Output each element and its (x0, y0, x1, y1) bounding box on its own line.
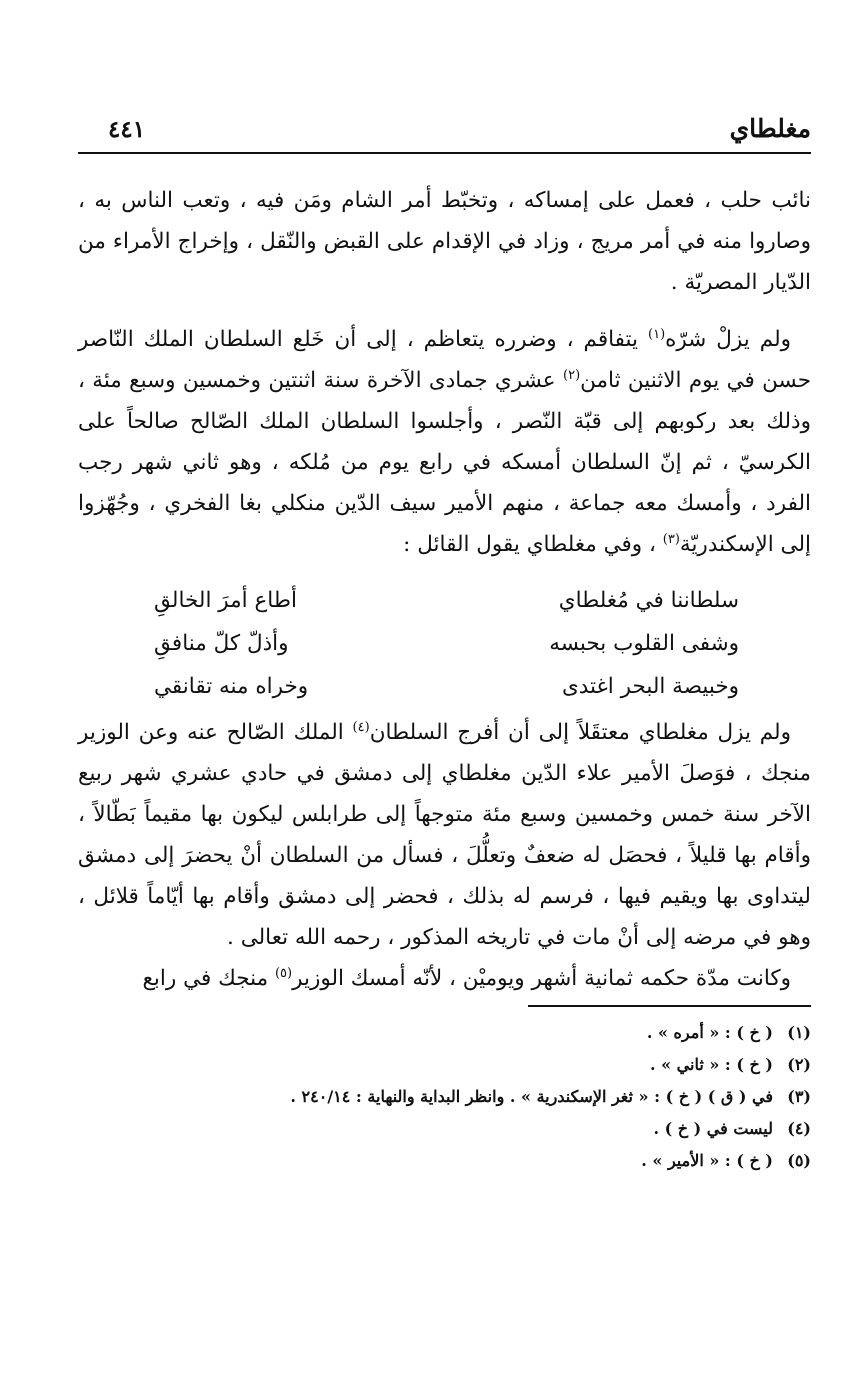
footnote-number: (٥) (787, 1151, 811, 1170)
footnote-ref-1: (١) (648, 326, 666, 342)
verse-first-hemistich: وشفى القلوب بحبسه (549, 631, 739, 656)
paragraph-4-text-b: منجك في رابع (142, 966, 275, 991)
footnote-number: (١) (787, 1023, 811, 1042)
page-number: ٤٤١ (108, 116, 146, 143)
paragraph-2-text-a: ولم يزلْ شرّه (665, 327, 791, 352)
poem (78, 579, 811, 708)
poem-verse (78, 665, 811, 708)
footnote-number: (٣) (787, 1087, 811, 1106)
verse-first-hemistich: سلطاننا في مُغلطاي (558, 588, 739, 613)
poem-verse (78, 579, 811, 622)
footnote-number: (٢) (787, 1055, 811, 1074)
paragraph-4-text-a: وكانت مدّة حكمه ثمانية أشهر ويوميْن ، لأنّه أمسك الوزير (292, 966, 791, 991)
footnote-text: ( خ ) : « الأمير » . (641, 1151, 773, 1170)
running-header (78, 108, 811, 154)
verse-first-hemistich: وخبيصة البحر اغتدى (561, 674, 739, 699)
footnote-text: ( خ ) : « ثاني » . (649, 1055, 773, 1074)
footnote-text: ( خ ) : « أمره » . (646, 1023, 773, 1042)
paragraph-3-text-b: الملك الصّالح عنه وعن الوزير منجك ، فوَصلَ الأمير علاء الدّين مغلطاي إلى دمشق في حادي عشري شهر ربيع الآخر سنة خمس وخمسين وسبع مئة متوجهاً إلى طرابلس ليكون بها مقيماً بَطّالاً ، وأقام بها قليلاً ، فحصَل له ضعفٌ وتعلُّلَ ، فسأل من السلطان أنْ يحضرَ إلى دمشق ليتداوى بها ويقيم فيها ، فرسم له بذلك ، فحضر إلى دمشق وأقام بها أيّاماً قلائل ، وهو في مرضه إلى أنْ مات في تاريخه المذكور ، رحمه الله تعالى . (78, 720, 811, 950)
page-title: مغلطاي (729, 114, 811, 143)
verse-second-hemistich: وخراه منه تقانقي (154, 674, 309, 699)
footnote-separator (528, 1005, 811, 1007)
footnote (78, 1017, 811, 1049)
footnote-text: ليست في ( خ ) . (653, 1119, 773, 1138)
footnote (78, 1049, 811, 1081)
poem-verse (78, 622, 811, 665)
footnote (78, 1145, 811, 1177)
paragraph-3-text-a: ولم يزل مغلطاي معتقَلاً إلى أن أفرج السلطان (369, 720, 791, 745)
verse-second-hemistich: وأذلّ كلّ منافقِ (154, 631, 289, 656)
footnote-ref-5: (٥) (274, 965, 293, 981)
footnote-ref-3: (٣) (662, 531, 680, 547)
paragraph-3 (78, 712, 811, 958)
paragraph-2 (78, 319, 811, 565)
footnote-ref-4: (٤) (352, 719, 370, 735)
paragraph-4 (78, 958, 811, 999)
footnote (78, 1113, 811, 1145)
footnote-text: في ( ق ) ( خ ) : « ثغر الإسكندرية » . وانظر البداية والنهاية : ٢٤٠/١٤ . (290, 1087, 773, 1106)
paragraph-1: نائب حلب ، فعمل على إمساكه ، وتخبّط أمر الشام ومَن فيه ، وتعب الناس به ، وصاروا منه في أمر مريج ، وزاد في الإقدام على القبض والنّقل ، وإخراج الأمراء من الدّيار المصريّة . (78, 188, 811, 295)
paragraph-2-text-c: عشري جمادى الآخرة سنة اثنتين وخمسين وسبع مئة ، وذلك بعد ركوبهم إلى قبّة النّصر ، وأجلسوا السلطان الملك الصّالح صالحاً على الكرسيّ ، ثم إنّ السلطان أمسكه في رابع يوم من مُلكه ، وهو ثاني شهر رجب الفرد ، وأمسك معه جماعة ، منهم الأمير سيف الدّين منكلي بغا الفخري ، وجُهّزوا إلى الإسكندريّة (78, 368, 811, 557)
footnote-ref-2: (٢) (563, 367, 581, 383)
footnote-number: (٤) (787, 1119, 811, 1138)
footnote (78, 1081, 811, 1113)
paragraph-2-text-d: ، وفي مغلطاي يقول القائل : (403, 532, 663, 557)
verse-second-hemistich: أطاع أمرَ الخالقِ (154, 588, 297, 613)
footnotes (78, 1017, 811, 1177)
paragraph-2-text-b: يتفاقم ، وضرره يتعاظم ، إلى أن خَلع السلطان الملك النّاصر حسن في يوم الاثنين ثامن (78, 327, 811, 393)
book-page (78, 108, 811, 1358)
